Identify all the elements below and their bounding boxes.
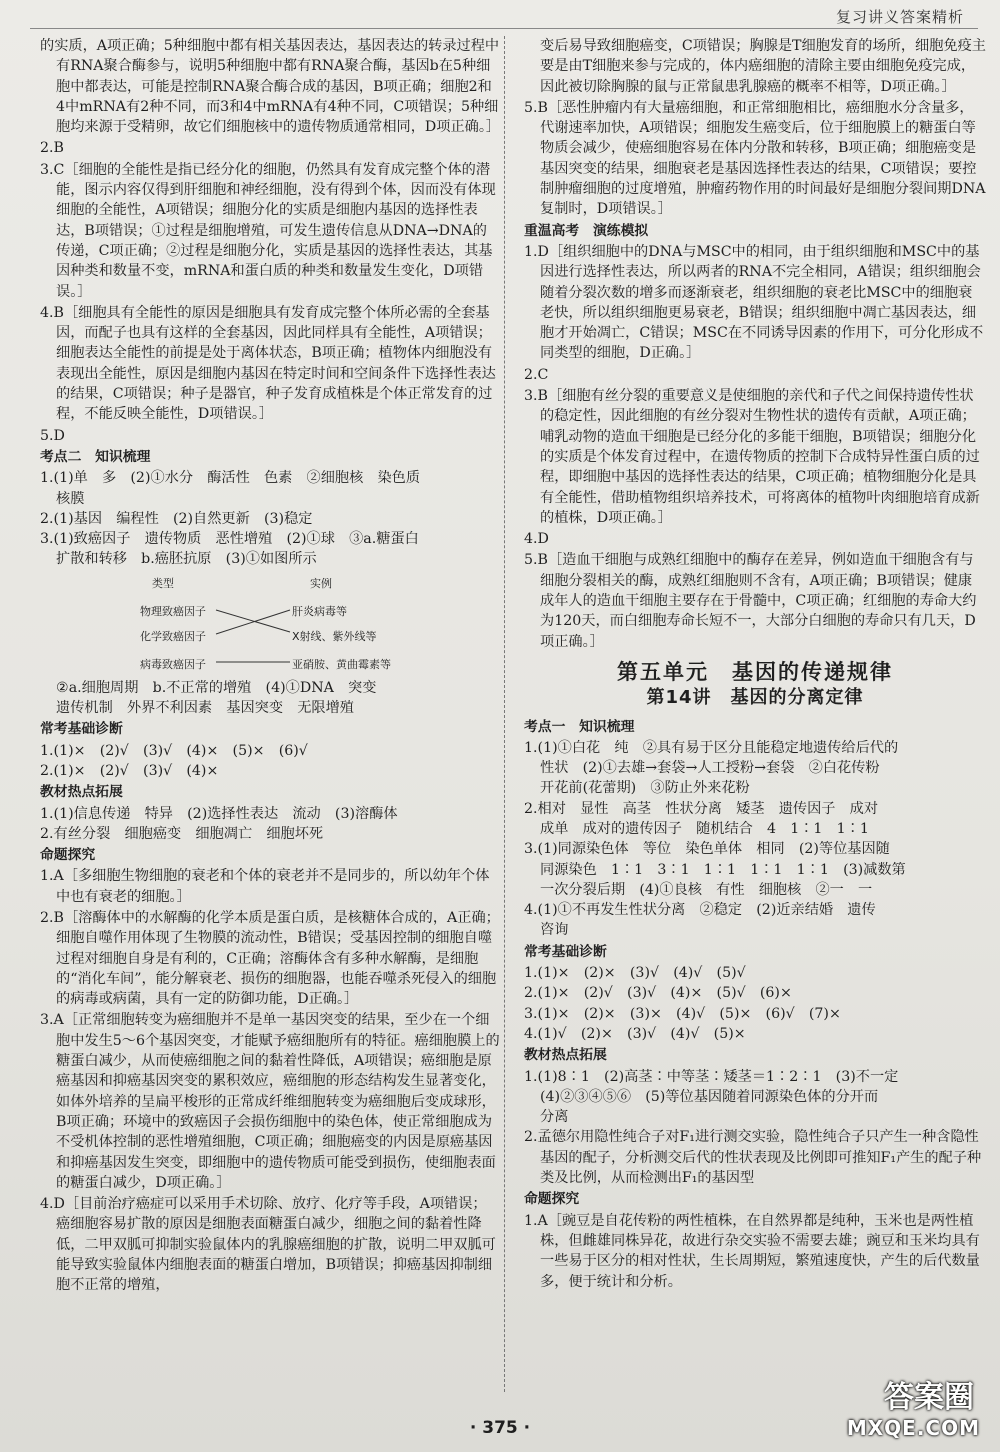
answer-line: 核膜	[56, 490, 85, 507]
section-heading: 常考基础诊断	[40, 721, 123, 738]
diagram-type-item: 化学致癌因子	[140, 629, 206, 643]
answer-text: 5.B［恶性肿瘤内有大量癌细胞，和正常细胞相比，癌细胞水分含量多，代谢速率加快，A项错误；细胞发生癌变后，位于细胞膜上的糖蛋白等物质会减少，使癌细胞容易在体内分散和转移，B项正确；细胞癌变是基因突变的结果，细胞衰老是基因选择性表达的结果，C项错误；要控制肿瘤细胞的过度增殖，肿瘤药物作用的时间最好是细胞分裂间期DNA复制时，D项错误。］	[524, 99, 986, 218]
answer-text: 4.D	[524, 531, 549, 548]
section-heading: 命题探究	[40, 847, 96, 864]
section-heading: 常考基础诊断	[524, 943, 607, 960]
answer-line: 1.(1)× (2)× (3)√ (4)√ (5)√	[524, 965, 746, 982]
section-heading: 考点二 知识梳理	[40, 448, 151, 465]
answer-line: ②a.细胞周期 b.不正常的增殖 (4)①DNA 突变	[56, 679, 377, 696]
answer-text: 5.D	[40, 427, 65, 444]
site-watermark	[842, 1382, 992, 1446]
header-rule	[30, 28, 978, 29]
answer-line: 扩散和转移 b.癌胚抗原 (3)①如图所示	[56, 551, 317, 568]
answer-line: 1.(1)× (2)√ (3)√ (4)× (5)× (6)√	[40, 742, 308, 759]
answer-line: 1.(1)①白花 纯 ②具有易于区分且能稳定地遗传给后代的	[524, 739, 899, 756]
answer-text: 的实质，A项正确；5种细胞中都有相关基因表达，基因表达的转录过程中有RNA聚合酶参与，说明5种细胞中都有RNA聚合酶，基因b在5种细胞中都表达，可能是控制RNA聚合酶合成的基因，B项正确；细胞2和4中mRNA有2种不同，而3和4中mRNA有4种不同，C项错误；5种细胞均来源于受精卵，故它们细胞核中的遗传物质通常相同，D项正确。］	[40, 38, 501, 136]
right-column	[524, 36, 986, 1293]
answer-line: 2.(1)× (2)√ (3)√ (4)× (5)√ (6)×	[524, 985, 792, 1002]
answer-line: 3.(1)致癌因子 遗传物质 恶性增殖 (2)①球 ③a.糖蛋白	[40, 531, 419, 548]
diagram-type-item: 物理致癌因子	[140, 604, 206, 618]
answer-line: 同源染色 1∶1 3∶1 1∶1 1∶1 1∶1 (3)减数第	[540, 861, 906, 878]
diagram-type-item: 病毒致癌因子	[140, 657, 206, 671]
carcinogen-matching-diagram	[140, 572, 440, 674]
diagram-header-example: 实例	[310, 576, 332, 590]
section-heading: 教材热点拓展	[40, 784, 123, 801]
answer-line: 2.(1)基因 编程性 (2)自然更新 (3)稳定	[40, 510, 313, 527]
answer-text: 2.孟德尔用隐性纯合子对F₁进行测交实验，隐性纯合子只产生一种含隐性基因的配子，分析测交后代的性状表现及比例即可推知F₁产生的配子种类及比例，从而检测出F₁的基因型	[524, 1129, 982, 1187]
answer-line: 3.(1)× (2)× (3)× (4)√ (5)× (6)√ (7)×	[524, 1005, 841, 1022]
section-heading: 重温高考 演练模拟	[524, 222, 649, 239]
column-divider	[504, 36, 505, 1392]
answer-line: 2.相对 显性 高茎 性状分离 矮茎 遗传因子 成对	[524, 800, 879, 817]
answer-line: 一次分裂后期 (4)①良核 有性 细胞核 ②一 一	[540, 881, 873, 898]
watermark-logo: 答案圈	[884, 1380, 974, 1415]
answer-line: 2.有丝分裂 细胞癌变 细胞凋亡 细胞坏死	[40, 825, 324, 842]
answer-line: 遗传机制 外界不利因素 基因突变 无限增殖	[56, 700, 354, 717]
page-header: 复习讲义答案精析	[835, 8, 964, 26]
answer-text: 1.D［组织细胞中的DNA与MSC中的相同，由于组织细胞和MSC中的基因进行选择性表达，所以两者的RNA不完全相同，A错误；组织细胞会随着分裂次数的增多而逐渐衰老，组织细胞的衰老比MSC中的细胞衰老快，所以组织细胞更易衰老，B错误；组织细胞中凋亡基因表达，细胞才开始凋亡，C错误；MSC在不同诱导因素的作用下，可分化形成不同类型的细胞，D正确。］	[524, 243, 984, 362]
section-heading: 考点一 知识梳理	[524, 718, 635, 735]
answer-line: 成单 成对的遗传因子 随机结合 4 1∶1 1∶1	[540, 820, 869, 837]
answer-text: 4.B［细胞具有全能性的原因是细胞具有发育成完整个体所必需的全套基因，而配子也具有这样的全套基因，因此同样具有全能性，A项错误；细胞表达全能性的前提是处于离体状态，B项正确；植物体内细胞没有表现出全能性，原因是细胞内基因在特定时间和空间条件下选择性表达的结果，C项错误；种子是器官，种子发育成植株是个体正常发育的过程，不能反映全能性，D项错误。］	[40, 304, 496, 423]
answer-line: 2.(1)× (2)√ (3)√ (4)×	[40, 762, 219, 779]
answer-line: (4)②③④⑤⑥ (5)等位基因随着同源染色体的分开而	[540, 1088, 879, 1105]
diagram-example-item: 亚硝胺、黄曲霉素等	[292, 657, 391, 671]
answer-line: 1.(1)8∶1 (2)高茎∶中等茎∶矮茎＝1∶2∶1 (3)不一定	[524, 1068, 899, 1085]
section-heading: 命题探究	[524, 1191, 580, 1208]
answer-line: 开花前(花蕾期) ③防止外来花粉	[540, 780, 750, 797]
diagram-header-type: 类型	[152, 576, 174, 590]
section-heading: 教材热点拓展	[524, 1047, 607, 1064]
answer-line: 4.(1)①不再发生性状分离 ②稳定 (2)近亲结婚 遗传	[524, 902, 876, 919]
answer-line: 分离	[540, 1109, 569, 1126]
answer-line: 3.(1)同源染色体 等位 染色单体 相同 (2)等位基因随	[524, 841, 890, 858]
diagram-example-item: X射线、紫外线等	[292, 629, 377, 643]
answer-text: 3.B［细胞有丝分裂的重要意义是使细胞的亲代和子代之间保持遗传性状的稳定性，因此细胞的有丝分裂对生物性状的遗传有贡献，A项正确；哺乳动物的造血干细胞是已经分化的多能干细胞，B项错误；细胞分化的实质是个体发育过程中，在遗传物质的控制下合成特异性蛋白质的过程，即细胞中基因的选择性表达的结果，C项正确；植物细胞分化是具有全能性，借助植物组织培养技术，可将离体的植物叶肉细胞培育成新的植株，D项正确。］	[524, 388, 980, 526]
answer-text: 5.B［造血干细胞与成熟红细胞中的酶存在差异，例如造血干细胞含有与细胞分裂相关的酶，成熟红细胞则不含有，A项正确；B项错误；健康成年人的造血干细胞主要存在于骨髓中，C项正确；红细胞的寿命大约为120天，而白细胞寿命长短不一，大部分白细胞的寿命只有几天，D项正确。］	[524, 552, 977, 650]
answer-text: 2.C	[524, 366, 549, 383]
answer-line: 咨询	[540, 922, 569, 939]
answer-line: 4.(1)√ (2)× (3)√ (4)√ (5)×	[524, 1025, 746, 1042]
answer-text: 变后易导致细胞癌变，C项错误；胸腺是T细胞发育的场所，细胞免疫主要是由T细胞来参与完成的，体内癌细胞的清除主要由细胞免疫完成，因此被切除胸腺的鼠与正常鼠患乳腺癌的概率不相等，D项正确。］	[540, 38, 986, 95]
answer-line: 1.(1)信息传递 特异 (2)选择性表达 流动 (3)溶酶体	[40, 805, 398, 822]
answer-line: 1.(1)单 多 (2)①水分 酶活性 色素 ②细胞核 染色质	[40, 470, 421, 487]
left-column	[40, 36, 500, 1297]
answer-text: 1.A［豌豆是自花传粉的两性植株，在自然界都是纯种，玉米也是两性植株，但雌雄同株异花，故进行杂交实验不需要去雄；豌豆和玉米均具有一些易于区分的相对性状，生长周期短，繁殖速度快，产生的后代数量多，便于统计和分析。	[524, 1212, 980, 1290]
diagram-example-item: 肝炎病毒等	[292, 604, 347, 618]
answer-text: 2.B［溶酶体中的水解酶的化学本质是蛋白质，是核糖体合成的，A正确；细胞自噬作用体现了生物膜的流动性，B错误；受基因控制的细胞自噬过程对细胞自身是有利的，C正确；溶酶体含有多种水解酶，是细胞的“消化车间”，能分解衰老、损伤的细胞器，也能吞噬杀死侵入的细胞的病毒或病菌，具有一定的防御功能，D正确。］	[40, 909, 500, 1008]
page-number: · 375 ·	[469, 1418, 531, 1438]
watermark-site: MXQE.COM	[846, 1416, 980, 1440]
answer-text: 3.C［细胞的全能性是指已经分化的细胞，仍然具有发育成完整个体的潜能，图示内容仅得到肝细胞和神经细胞，没有得到个体，因而没有体现细胞的全能性，A项错误；细胞分化的实质是细胞内基因的选择性表达，B项错误；①过程是细胞增殖，可发生遗传信息从DNA→DNA的传递，C项正确；②过程是细胞分化，实质是基因的选择性表达，其基因种类和数量不变，mRNA和蛋白质的种类和数量发生变化，D项错误。］	[40, 161, 496, 300]
answer-text: 1.A［多细胞生物细胞的衰老和个体的衰老并不是同步的，所以幼年个体中也有衰老的细胞。］	[40, 868, 490, 905]
answer-line: 性状 (2)①去雄→套袋→人工授粉→套袋 ②白花传粉	[540, 760, 880, 777]
unit-title: 第五单元 基因的传递规律	[617, 659, 893, 684]
answer-text: 4.D［目前治疗癌症可以采用手术切除、放疗、化疗等手段，A项错误；癌细胞容易扩散的原因是细胞表面糖蛋白减少，细胞之间的黏着性降低，二甲双胍可抑制实验鼠体内的乳腺癌细胞的扩散，说明二甲双胍可能导致实验鼠体内细胞表面的糖蛋白增加，B项错误；抑癌基因抑制细胞不正常的增殖，	[40, 1196, 496, 1294]
answer-text: 3.A［正常细胞转变为癌细胞并不是单一基因突变的结果，至少在一个细胞中发生5～6个基因突变，才能赋予癌细胞所有的特征。癌细胞膜上的糖蛋白减少，从而使癌细胞之间的黏着性降低，A项错误；癌细胞是原癌基因和抑癌基因突变的累积效应，癌细胞的形态结构发生显著变化，如体外培养的呈扁平梭形的正常成纤维细胞转变为癌细胞后变成球形，B项正确；环境中的致癌因子会损伤细胞中的染色体，使正常细胞成为不受机体控制的恶性增殖细胞，C项正确；细胞癌变的内因是原癌基因和抑癌基因发生突变，即细胞中的遗传物质可能受到损伤，使细胞表面的糖蛋白减少，D项正确。］	[40, 1012, 500, 1191]
lecture-title: 第14讲 基因的分离定律	[646, 687, 864, 709]
answer-text: 2.B	[40, 140, 64, 157]
